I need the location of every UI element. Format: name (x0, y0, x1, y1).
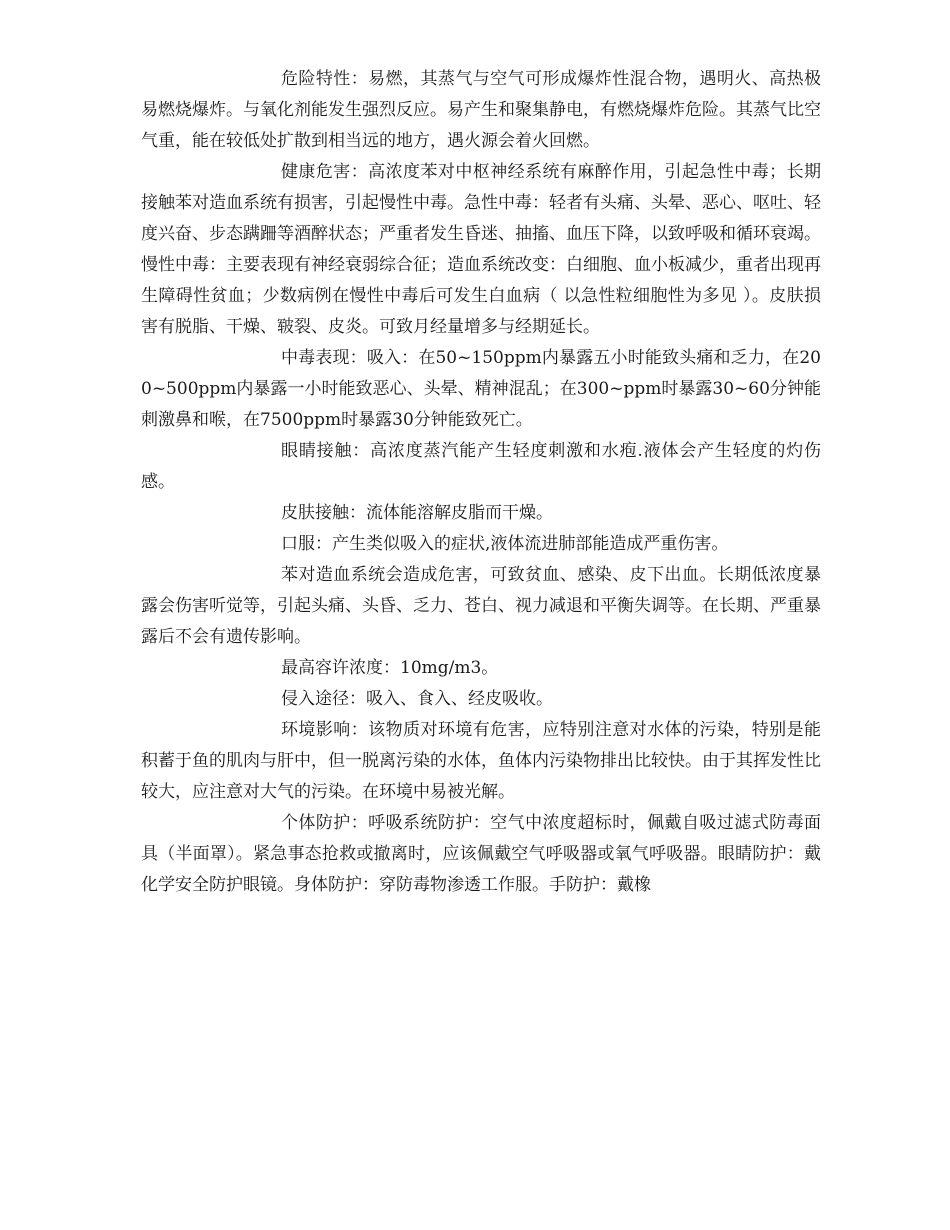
paragraph-personal-protection: 个体防护：呼吸系统防护：空气中浓度超标时，佩戴自吸过滤式防毒面具（半面罩）。紧急事态抢救或撤离时，应该佩戴空气呼吸器或氧气呼吸器。眼睛防护：戴化学安全防护眼镜。身体防护：穿防毒物渗透工作服。手防护：戴橡 (141, 813, 821, 895)
paragraph-skin-contact: 皮肤接触：流体能溶解皮脂而干燥。 (281, 503, 553, 523)
paragraph-max-concentration: 最高容许浓度：10mg/m3。 (281, 658, 499, 678)
document-page (141, 64, 821, 901)
paragraph-eye-contact: 眼睛接触：高浓度蒸汽能产生轻度刺激和水疱.液体会产生轻度的灼伤感。 (141, 441, 821, 492)
paragraph-hematopoietic-effects: 苯对造血系统会造成危害，可致贫血、感染、皮下出血。长期低浓度暴露会伤害听觉等，引起头痛、头昏、乏力、苍白、视力减退和平衡失调等。在长期、严重暴露后不会有遗传影响。 (141, 565, 821, 647)
paragraph-poisoning-symptoms: 中毒表现：吸入：在50~150ppm内暴露五小时能致头痛和乏力，在200~500ppm内暴露一小时能致恶心、头晕、精神混乱；在300~ppm时暴露30~60分钟能刺激鼻和喉，在7500ppm时暴露30分钟能致死亡。 (141, 348, 821, 430)
paragraph-hazard-properties: 危险特性：易燃，其蒸气与空气可形成爆炸性混合物，遇明火、高热极易燃烧爆炸。与氧化剂能发生强烈反应。易产生和聚集静电，有燃烧爆炸危险。其蒸气比空气重，能在较低处扩散到相当远的地方，遇火源会着火回燃。 (141, 69, 821, 151)
paragraph-environmental-impact: 环境影响：该物质对环境有危害，应特别注意对水体的污染，特别是能积蓄于鱼的肌肉与肝中，但一脱离污染的水体，鱼体内污染物排出比较快。由于其挥发性比较大，应注意对大气的污染。在环境中易被光解。 (141, 720, 821, 802)
paragraph-ingestion: 口服：产生类似吸入的症状,液体流进肺部能造成严重伤害。 (281, 534, 729, 554)
paragraph-exposure-routes: 侵入途径：吸入、食入、经皮吸收。 (281, 689, 553, 709)
paragraph-health-hazards: 健康危害：高浓度苯对中枢神经系统有麻醉作用，引起急性中毒；长期接触苯对造血系统有损害，引起慢性中毒。急性中毒：轻者有头痛、头晕、恶心、呕吐、轻度兴奋、步态蹒跚等酒醉状态；严重者发生昏迷、抽搐、血压下降，以致呼吸和循环衰竭。慢性中毒：主要表现有神经衰弱综合征；造血系统改变：白细胞、血小板减少，重者出现再生障碍性贫血；少数病例在慢性中毒后可发生白血病（ 以急性粒细胞性为多见 ）。皮肤损害有脱脂、干燥、皲裂、皮炎。可致月经量增多与经期延长。 (141, 162, 821, 337)
